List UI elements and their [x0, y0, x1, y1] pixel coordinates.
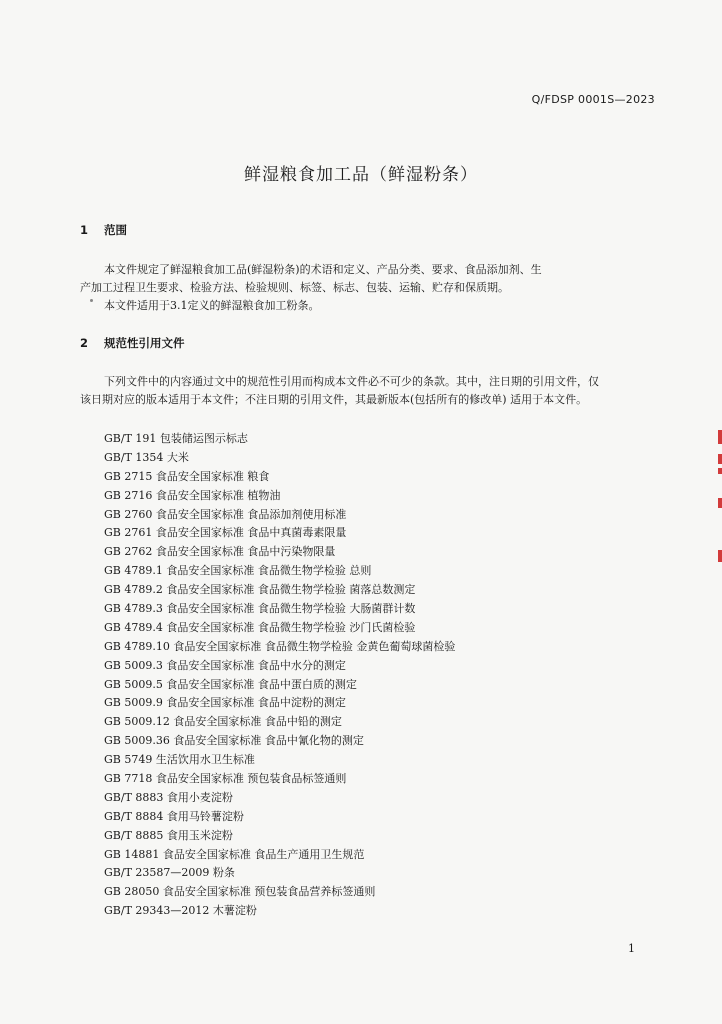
reference-item: GB/T 8884 食用马铃薯淀粉	[104, 809, 244, 823]
reference-item: GB/T 191 包装储运图示标志	[104, 432, 248, 445]
reference-item: GB/T 29343—2012 木薯淀粉	[104, 904, 257, 918]
reference-item: GB 2760 食品安全国家标准 食品添加剂使用标准	[104, 507, 347, 521]
section-1-para1-line1: 本文件规定了鲜湿粮食加工品(鲜湿粉条)的术语和定义、产品分类、要求、食品添加剂、生	[104, 263, 542, 276]
section-1-para1-line2: 产加工过程卫生要求、检验方法、检验规则、标签、标志、包装、运输、贮存和保质期。	[80, 281, 509, 294]
seal-mark	[718, 454, 722, 464]
section-1-title: 范围	[104, 223, 128, 237]
reference-item: GB/T 1354 大米	[104, 450, 189, 464]
scan-speck	[90, 299, 93, 302]
reference-item: GB 4789.1 食品安全国家标准 食品微生物学检验 总则	[104, 564, 372, 578]
section-1-para2: 本文件适用于3.1定义的鲜湿粮食加工粉条。	[104, 299, 320, 312]
section-1-number: 1	[80, 223, 89, 237]
reference-item: GB 2715 食品安全国家标准 粮食	[104, 469, 270, 483]
reference-item: GB 28050 食品安全国家标准 预包装食品营养标签通则	[104, 885, 376, 899]
document-code: Q/FDSP 0001S—2023	[531, 93, 655, 106]
section-1-paragraph	[80, 261, 658, 315]
reference-item: GB 14881 食品安全国家标准 食品生产通用卫生规范	[104, 847, 365, 861]
reference-item: GB 5749 生活饮用水卫生标准	[104, 753, 255, 767]
seal-mark	[718, 550, 722, 562]
reference-item: GB 5009.9 食品安全国家标准 食品中淀粉的测定	[104, 696, 346, 710]
seal-mark	[718, 498, 722, 508]
reference-item: GB 4789.3 食品安全国家标准 食品微生物学检验 大肠菌群计数	[104, 602, 416, 616]
seal-mark	[718, 430, 722, 444]
section-2-title: 规范性引用文件	[104, 336, 185, 350]
page-number: 1	[628, 942, 635, 955]
seal-mark	[718, 468, 722, 474]
reference-item: GB/T 8885 食用玉米淀粉	[104, 828, 233, 842]
reference-item: GB 4789.2 食品安全国家标准 食品微生物学检验 菌落总数测定	[104, 583, 416, 597]
reference-item: GB 5009.3 食品安全国家标准 食品中水分的测定	[104, 658, 346, 672]
reference-item: GB/T 23587—2009 粉条	[104, 866, 235, 880]
reference-item: GB/T 8883 食用小麦淀粉	[104, 790, 233, 804]
document-title: 鲜湿粮食加工品（鲜湿粉条）	[244, 165, 478, 185]
reference-item: GB 2716 食品安全国家标准 植物油	[104, 488, 281, 502]
reference-list	[104, 430, 455, 921]
reference-item: GB 7718 食品安全国家标准 预包装食品标签通则	[104, 772, 347, 786]
reference-item: GB 5009.5 食品安全国家标准 食品中蛋白质的测定	[104, 677, 357, 691]
section-2-para-line2: 该日期对应的版本适用于本文件；不注日期的引用文件，其最新版本(包括所有的修改单) 适用于本文件。	[80, 393, 588, 406]
section-2-heading	[80, 335, 185, 351]
section-2-number: 2	[80, 336, 89, 350]
reference-item: GB 2761 食品安全国家标准 食品中真菌毒素限量	[104, 526, 347, 540]
section-2-para-line1: 下列文件中的内容通过文中的规范性引用而构成本文件必不可少的条款。其中，注日期的引用文件，仅	[104, 375, 599, 388]
section-1-heading	[80, 222, 127, 238]
reference-item: GB 5009.12 食品安全国家标准 食品中铅的测定	[104, 715, 342, 729]
reference-item: GB 4789.10 食品安全国家标准 食品微生物学检验 金黄色葡萄球菌检验	[104, 639, 456, 653]
section-2-paragraph	[80, 373, 658, 409]
reference-item: GB 4789.4 食品安全国家标准 食品微生物学检验 沙门氏菌检验	[104, 620, 416, 634]
reference-item: GB 2762 食品安全国家标准 食品中污染物限量	[104, 545, 336, 559]
reference-item: GB 5009.36 食品安全国家标准 食品中氰化物的测定	[104, 734, 364, 748]
